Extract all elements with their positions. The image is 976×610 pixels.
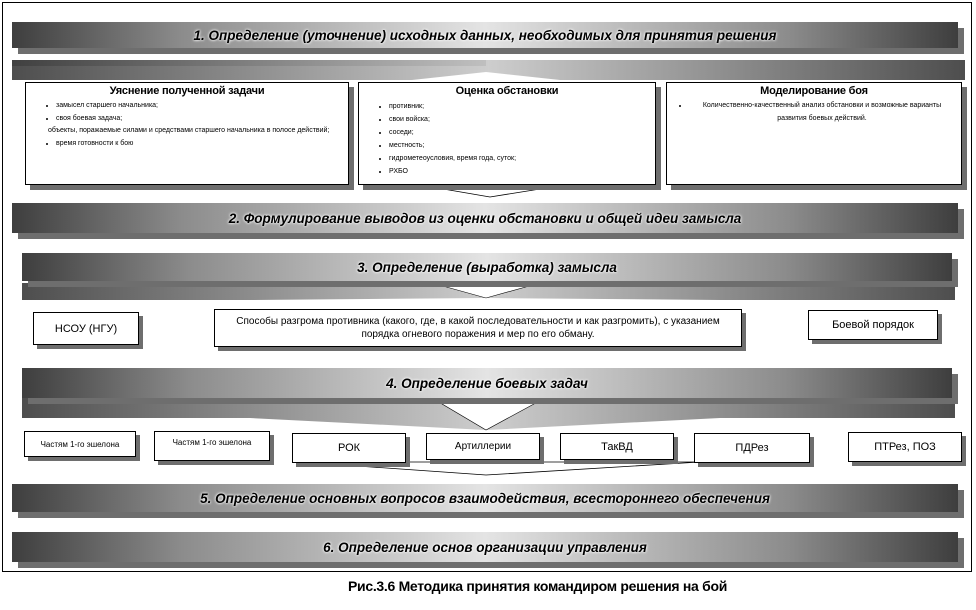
box-task-echelon-1b-label: Частям 1-го эшелона: [172, 438, 252, 447]
step-2-bar: [12, 203, 958, 233]
step-2-label: 2. Формулирование выводов из оценки обстановки и общей идеи замысла: [228, 210, 742, 226]
list-item: • Количественно-качественный анализ обстановки и возможные варианты развития боевых действий.: [689, 100, 955, 125]
box-situation-title: Оценка обстановки: [455, 85, 559, 97]
list-item: • гидрометеоусловия, время года, суток;: [389, 152, 655, 165]
step-5-bar: [12, 484, 958, 512]
figure-caption: Рис.3.6 Методика принятия командиром решения на бой: [348, 578, 728, 594]
box-nsou-label: НСОУ (НГУ): [54, 322, 118, 335]
step-6-bar: [12, 532, 958, 562]
box-battle-order: [808, 310, 938, 340]
list-item: • время готовности к бою: [56, 138, 348, 151]
step-4-label: 4. Определение боевых задач: [386, 375, 588, 391]
list-item: • свои войска;: [389, 113, 655, 126]
box-task-pdrez: [694, 433, 810, 463]
list-item: • РХБО: [389, 165, 655, 178]
list-item: • своя боевая задача;: [56, 113, 348, 126]
box-task-ptrez-label: ПТРез, ПОЗ: [874, 441, 936, 453]
box-task-clarification: [25, 82, 349, 185]
box-task-ptrez: [848, 432, 962, 462]
box-defeat-methods-label: Способы разгрома противника (какого, где, в какой последовательности и как разгромить), с указанием порядка огневого поражения и мер по его обману.: [236, 316, 720, 340]
step-1-label: 1. Определение (уточнение) исходных данных, необходимых для принятия решения: [193, 27, 777, 43]
box-situation-assessment: [358, 82, 656, 185]
box-nsou: [33, 312, 139, 345]
box-task-artillery: [426, 433, 540, 460]
step-3-label: 3. Определение (выработка) замысла: [357, 259, 617, 275]
step-6-label: 6. Определение основ организации управления: [323, 539, 647, 555]
list-item: • соседи;: [389, 126, 655, 139]
list-item: • местность;: [389, 139, 655, 152]
box-battle-modelling: [666, 82, 962, 185]
step-1-bar: [12, 22, 958, 48]
funnel-2: [420, 185, 565, 197]
list-item: • замысел старшего начальника;: [56, 100, 348, 113]
box-task-artillery-label: Артиллерии: [454, 441, 512, 452]
box-task-pdrez-label: ПДРез: [735, 442, 769, 454]
box-task-echelon-1: [24, 431, 136, 457]
list-item: • противник;: [389, 100, 655, 113]
box-task-echelon-1-label: Частям 1-го эшелона: [40, 439, 120, 449]
box-task-rok: [292, 433, 406, 463]
box-defeat-methods: [214, 309, 742, 347]
list-item: объекты, поражаемые силами и средствами старшего начальника в полосе действий;: [48, 127, 330, 134]
step-5-label: 5. Определение основных вопросов взаимодействия, всестороннего обеспечения: [200, 490, 770, 506]
step-4-bar: [22, 368, 952, 398]
step-3-bar: [22, 253, 952, 281]
box-task-rok-label: РОК: [337, 442, 361, 454]
box-task-takvd-label: ТакВД: [601, 440, 633, 453]
funnel-1-shape: [12, 60, 965, 80]
box-task-echelon-1b: [154, 431, 270, 461]
box-model-title: Моделирование боя: [760, 85, 868, 97]
box-task-takvd: [560, 433, 674, 460]
box-battle-order-label: Боевой порядок: [832, 319, 914, 331]
box-task-title: Уяснение полученной задачи: [109, 85, 265, 97]
funnel-5: [300, 462, 700, 475]
